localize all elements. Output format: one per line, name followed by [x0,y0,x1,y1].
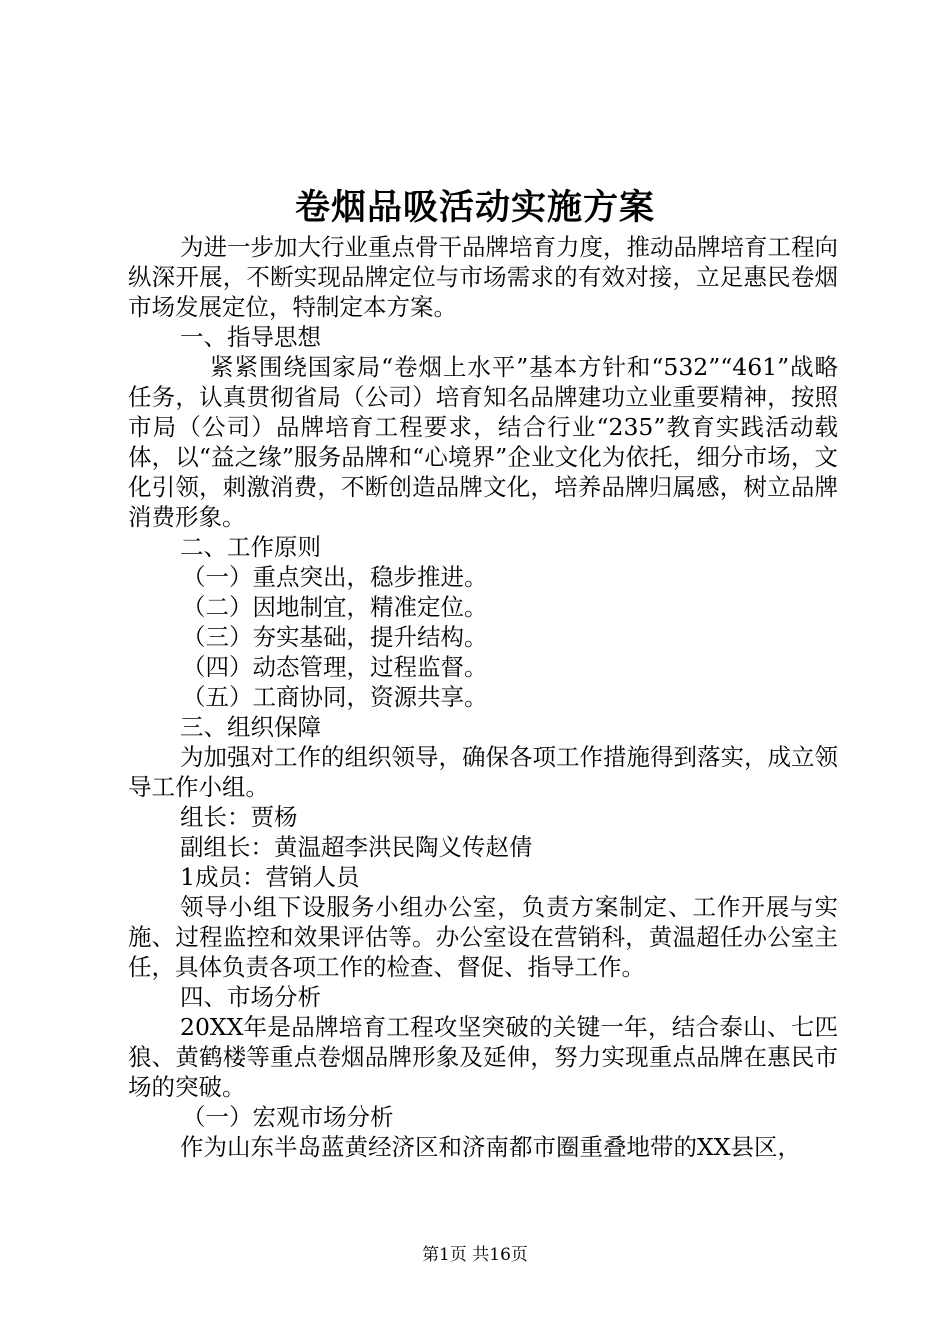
page-number-footer: 第1页 共16页 [422,1245,528,1265]
members-line: 1成员：营销人员 [180,863,360,891]
section-heading-organization: 三、组织保障 [180,713,321,741]
principle-item: （四）动态管理，过程监督。 [182,653,488,681]
section-heading-market-analysis: 四、市场分析 [180,983,321,1011]
market-analysis-paragraph: 20XX年是品牌培育工程攻坚突破的关键一年，结合泰山、七匹狼、黄鹤楼等重点卷烟品牌形象及延伸，努力实现重点品牌在惠民市场的突破。 [128,1013,838,1101]
principle-item: （一）重点突出，稳步推进。 [182,563,488,591]
subsection-heading-macro-market: （一）宏观市场分析 [182,1103,394,1131]
principle-item: （二）因地制宜，精准定位。 [182,593,488,621]
section-heading-guiding-thought: 一、指导思想 [180,323,321,351]
office-paragraph: 领导小组下设服务小组办公室，负责方案制定、工作开展与实施、过程监控和效果评估等。办公室设在营销科，黄温超任办公室主任，具体负责各项工作的检查、督促、指导工作。 [128,893,838,981]
organization-paragraph: 为加强对工作的组织领导，确保各项工作措施得到落实，成立领导工作小组。 [128,743,838,801]
principle-item: （三）夯实基础，提升结构。 [182,623,488,651]
intro-paragraph: 为进一步加大行业重点骨干品牌培育力度，推动品牌培育工程向纵深开展，不断实现品牌定位与市场需求的有效对接，立足惠民卷烟市场发展定位，特制定本方案。 [128,233,838,321]
principle-item: （五）工商协同，资源共享。 [182,683,488,711]
team-leader-line: 组长：贾杨 [180,803,298,831]
guiding-thought-paragraph: 紧紧围绕国家局“卷烟上水平”基本方针和“532”“461”战略任务，认真贯彻省局（公司）培育知名品牌建功立业重要精神，按照市局（公司）品牌培育工程要求，结合行业“235”教育实践活动载体，以“益之缘”服务品牌和“心境界”企业文化为依托，细分市场，文化引领，刺激消费，不断创造品牌文化，培养品牌归属感，树立品牌消费形象。 [128,353,838,531]
macro-market-paragraph: 作为山东半岛蓝黄经济区和济南都市圈重叠地带的XX县区， [180,1133,801,1161]
document-title: 卷烟品吸活动实施方案 [294,187,655,228]
deputy-leader-line: 副组长：黄温超李洪民陶义传赵倩 [180,833,533,861]
section-heading-work-principles: 二、工作原则 [180,533,321,561]
document-body [128,232,838,1162]
